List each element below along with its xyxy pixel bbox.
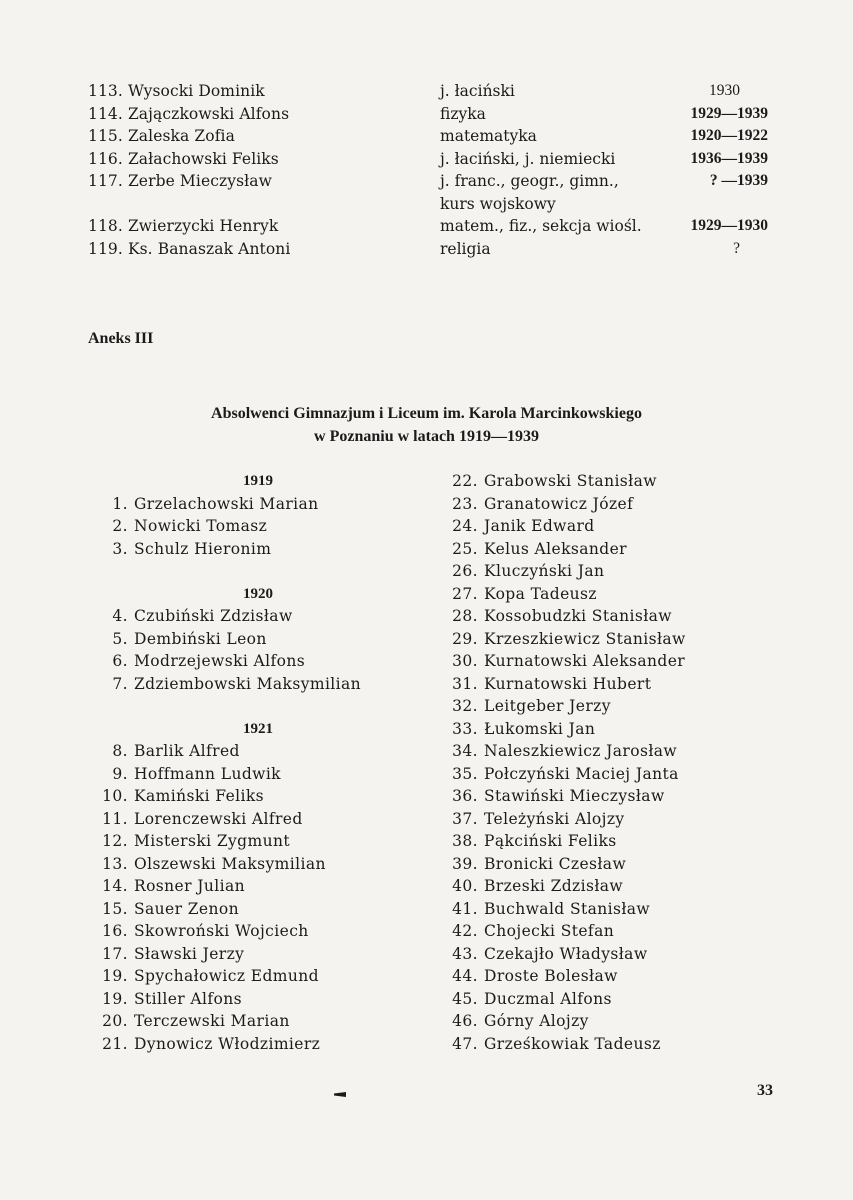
graduate-number: 17. (102, 944, 128, 963)
graduate-entry (98, 650, 428, 673)
graduate-name: Rosner Julian (134, 877, 245, 895)
teacher-row (88, 170, 768, 193)
graduate-entry (98, 875, 428, 898)
arrow-mark-icon (334, 1092, 346, 1097)
graduate-number: 24. (452, 517, 478, 535)
teacher-row (88, 125, 768, 148)
graduate-entry (98, 515, 428, 538)
graduate-entry (448, 583, 748, 606)
teacher-name: 116. Załachowski Feliks (88, 149, 279, 168)
graduate-name: Misterski Zygmunt (134, 832, 290, 850)
graduate-number: 40. (452, 877, 478, 895)
graduate-number: 39. (452, 854, 478, 873)
graduate-entry (448, 493, 748, 516)
graduate-name: Bronicki Czesław (484, 854, 627, 873)
graduate-entry (98, 628, 428, 651)
graduate-entry (98, 943, 428, 966)
graduate-number: 13. (102, 854, 128, 873)
graduate-entry (448, 695, 748, 718)
graduate-name: Droste Bolesław (484, 967, 618, 985)
graduate-entry (98, 965, 428, 988)
graduate-name: Górny Alojzy (484, 1012, 589, 1030)
teacher-row (88, 193, 768, 216)
graduate-number: 31. (452, 674, 478, 693)
graduate-entry (98, 673, 428, 696)
graduate-number: 27. (452, 584, 478, 603)
graduate-number: 12. (102, 832, 128, 850)
teacher-years: 1929—1930 (690, 217, 768, 234)
graduate-entry (448, 628, 748, 651)
teacher-subject: j. franc., geogr., gimn., (440, 172, 619, 190)
graduate-name: Granatowicz Józef (484, 494, 634, 513)
graduate-entry (98, 988, 428, 1011)
graduate-number: 28. (452, 607, 478, 625)
teacher-years: 1920—1922 (690, 127, 768, 144)
graduate-number: 30. (452, 652, 478, 670)
graduate-name: Buchwald Stanisław (484, 899, 651, 918)
graduate-name: Modrzejewski Alfons (134, 652, 306, 670)
graduate-number: 22. (452, 472, 478, 490)
graduate-name: Schulz Hieronim (134, 539, 272, 558)
graduate-entry (448, 920, 748, 943)
graduate-entry (448, 1010, 748, 1033)
graduate-number: 23. (452, 494, 478, 513)
graduate-name: Grześkowiak Tadeusz (484, 1034, 661, 1053)
graduate-number: 4. (112, 607, 128, 625)
graduate-name: Naleszkiewicz Jarosław (484, 742, 678, 760)
graduate-entry (448, 538, 748, 561)
graduate-name: Kamiński Feliks (134, 787, 265, 805)
teacher-name (88, 193, 440, 216)
graduate-number: 29. (452, 629, 478, 648)
graduate-name: Kluczyński Jan (484, 562, 605, 580)
graduate-name: Duczmal Alfons (484, 989, 612, 1008)
graduate-entry (98, 493, 428, 516)
graduate-entry (448, 898, 748, 921)
graduate-number: 43. (452, 944, 478, 963)
graduate-number: 34. (452, 742, 478, 760)
graduate-number: 33. (452, 719, 478, 738)
graduate-number: 6. (112, 652, 128, 670)
graduate-name: Teleżyński Alojzy (484, 809, 625, 828)
graduate-entry (98, 538, 428, 561)
graduate-number: 21. (102, 1034, 128, 1053)
year-heading: 1921 (243, 720, 273, 737)
graduate-name: Stiller Alfons (134, 989, 242, 1008)
year-heading: 1920 (243, 585, 273, 602)
graduate-number: 35. (452, 764, 478, 783)
graduate-entry (448, 1033, 748, 1056)
graduate-entry (98, 1010, 428, 1033)
graduate-number: 25. (452, 539, 478, 558)
teacher-name: 118. Zwierzycki Henryk (88, 217, 279, 235)
graduate-number: 42. (452, 922, 478, 940)
graduate-entry (98, 853, 428, 876)
graduate-entry (448, 853, 748, 876)
graduate-entry (448, 673, 748, 696)
graduate-entry (448, 830, 748, 853)
graduate-name: Kurnatowski Hubert (484, 674, 652, 693)
annex-heading: Aneks III (88, 330, 154, 347)
graduate-number: 9. (112, 764, 128, 783)
graduate-entry (98, 920, 428, 943)
graduate-number: 3. (112, 539, 128, 558)
teacher-subject: matematyka (440, 127, 537, 145)
graduate-name: Pąkciński Feliks (484, 832, 617, 850)
teacher-subject: matem., fiz., sekcja wiośl. (440, 217, 642, 235)
graduate-name: Spychałowicz Edmund (134, 967, 319, 985)
graduate-name: Kelus Aleksander (484, 539, 627, 558)
graduate-number: 14. (102, 877, 128, 895)
graduate-entry (98, 740, 428, 763)
graduate-number: 8. (112, 742, 128, 760)
graduate-name: Olszewski Maksymilian (134, 854, 326, 873)
annex-title (0, 402, 853, 448)
teacher-name: 117. Zerbe Mieczysław (88, 172, 273, 190)
graduate-number: 10. (102, 787, 128, 805)
graduate-entry (448, 965, 748, 988)
graduate-entry (98, 830, 428, 853)
graduate-number: 16. (102, 922, 128, 940)
annex-title-line1: Absolwenci Gimnazjum i Liceum im. Karola Marcinkowskiego (211, 405, 642, 422)
graduate-name: Grabowski Stanisław (484, 472, 657, 490)
graduate-name: Krzeszkiewicz Stanisław (484, 629, 686, 648)
graduate-name: Łukomski Jan (484, 719, 596, 738)
teacher-name: 119. Ks. Banaszak Antoni (88, 239, 291, 258)
graduate-number: 11. (102, 809, 128, 828)
graduate-name: Skowroński Wojciech (134, 922, 309, 940)
graduate-number: 20. (102, 1012, 128, 1030)
spacer (98, 695, 428, 718)
graduate-name: Nowicki Tomasz (134, 517, 268, 535)
teacher-name: 115. Zaleska Zofia (88, 127, 235, 145)
graduate-name: Stawiński Mieczysław (484, 787, 665, 805)
graduate-name: Terczewski Marian (134, 1012, 290, 1030)
graduate-entry (98, 605, 428, 628)
page-number: 33 (757, 1082, 773, 1099)
graduate-number: 19. (102, 967, 128, 985)
teacher-years: 1929—1939 (690, 104, 768, 122)
graduate-entry (448, 650, 748, 673)
graduate-entry (98, 785, 428, 808)
year-heading: 1919 (243, 473, 273, 489)
graduate-entry (448, 785, 748, 808)
graduate-number: 7. (112, 674, 128, 693)
teacher-subject: j. łaciński, j. niemiecki (440, 149, 616, 168)
teacher-years: 1936—1939 (690, 149, 768, 167)
graduate-number: 19. (102, 989, 128, 1008)
graduates-column-left (98, 470, 428, 1055)
teacher-subject: fizyka (440, 104, 486, 123)
graduate-entry (448, 560, 748, 583)
teacher-years: ? —1939 (709, 172, 768, 189)
graduate-entry (98, 763, 428, 786)
graduate-number: 2. (112, 517, 128, 535)
graduate-entry (448, 988, 748, 1011)
graduate-number: 1. (112, 494, 128, 513)
graduate-number: 46. (452, 1012, 478, 1030)
graduate-name: Leitgeber Jerzy (484, 697, 611, 715)
graduate-number: 15. (102, 899, 128, 918)
graduate-number: 32. (452, 697, 478, 715)
graduate-name: Czekajło Władysław (484, 944, 648, 963)
graduate-name: Brzeski Zdzisław (484, 877, 624, 895)
graduate-name: Czubiński Zdzisław (134, 607, 293, 625)
graduate-name: Sauer Zenon (134, 899, 239, 918)
graduate-name: Zdziembowski Maksymilian (134, 674, 362, 693)
graduate-number: 45. (452, 989, 478, 1008)
teacher-name: 114. Zajączkowski Alfons (88, 104, 290, 123)
teacher-subject: religia (440, 239, 491, 258)
graduate-entry (448, 763, 748, 786)
teacher-row (88, 215, 768, 238)
graduates-column-right (448, 470, 748, 1055)
annex-title-line2: w Poznaniu w latach 1919—1939 (314, 428, 539, 445)
graduate-number: 26. (452, 562, 478, 580)
graduate-number: 41. (452, 899, 478, 918)
graduate-number: 37. (452, 809, 478, 828)
graduate-number: 47. (452, 1034, 478, 1053)
teacher-row (88, 80, 768, 103)
teacher-row (88, 238, 768, 261)
graduate-name: Lorenczewski Alfred (134, 809, 303, 828)
graduate-entry (448, 605, 748, 628)
graduate-name: Grzelachowski Marian (134, 494, 319, 513)
graduate-number: 44. (452, 967, 478, 985)
graduate-entry (98, 1033, 428, 1056)
graduate-entry (448, 470, 748, 493)
graduate-name: Połczyński Maciej Janta (484, 764, 679, 783)
graduate-name: Barlik Alfred (134, 742, 240, 760)
graduate-entry (448, 943, 748, 966)
spacer (98, 560, 428, 583)
teacher-name: 113. Wysocki Dominik (88, 82, 265, 100)
graduate-number: 38. (452, 832, 478, 850)
graduate-name: Hoffmann Ludwik (134, 764, 281, 783)
teacher-row (88, 103, 768, 126)
graduate-name: Janik Edward (484, 517, 595, 535)
graduate-name: Chojecki Stefan (484, 922, 615, 940)
graduate-number: 5. (112, 629, 128, 648)
graduate-entry (98, 808, 428, 831)
graduate-entry (448, 515, 748, 538)
teacher-years: 1930 (709, 82, 740, 99)
graduate-name: Dynowicz Włodzimierz (134, 1034, 321, 1053)
teacher-subject: j. łaciński (440, 82, 515, 100)
graduate-name: Kossobudzki Stanisław (484, 607, 672, 625)
graduate-name: Sławski Jerzy (134, 944, 245, 963)
graduate-name: Kurnatowski Aleksander (484, 652, 686, 670)
graduate-number: 36. (452, 787, 478, 805)
graduate-entry (448, 808, 748, 831)
graduate-entry (448, 875, 748, 898)
graduate-entry (448, 740, 748, 763)
teachers-list (88, 80, 768, 260)
graduate-name: Kopa Tadeusz (484, 584, 597, 603)
teacher-subject: kurs wojskowy (440, 194, 556, 213)
teacher-row (88, 148, 768, 171)
graduate-entry (448, 718, 748, 741)
teacher-years: ? (733, 239, 740, 257)
graduate-name: Dembiński Leon (134, 629, 267, 648)
teacher-years (680, 193, 768, 216)
graduate-entry (98, 898, 428, 921)
